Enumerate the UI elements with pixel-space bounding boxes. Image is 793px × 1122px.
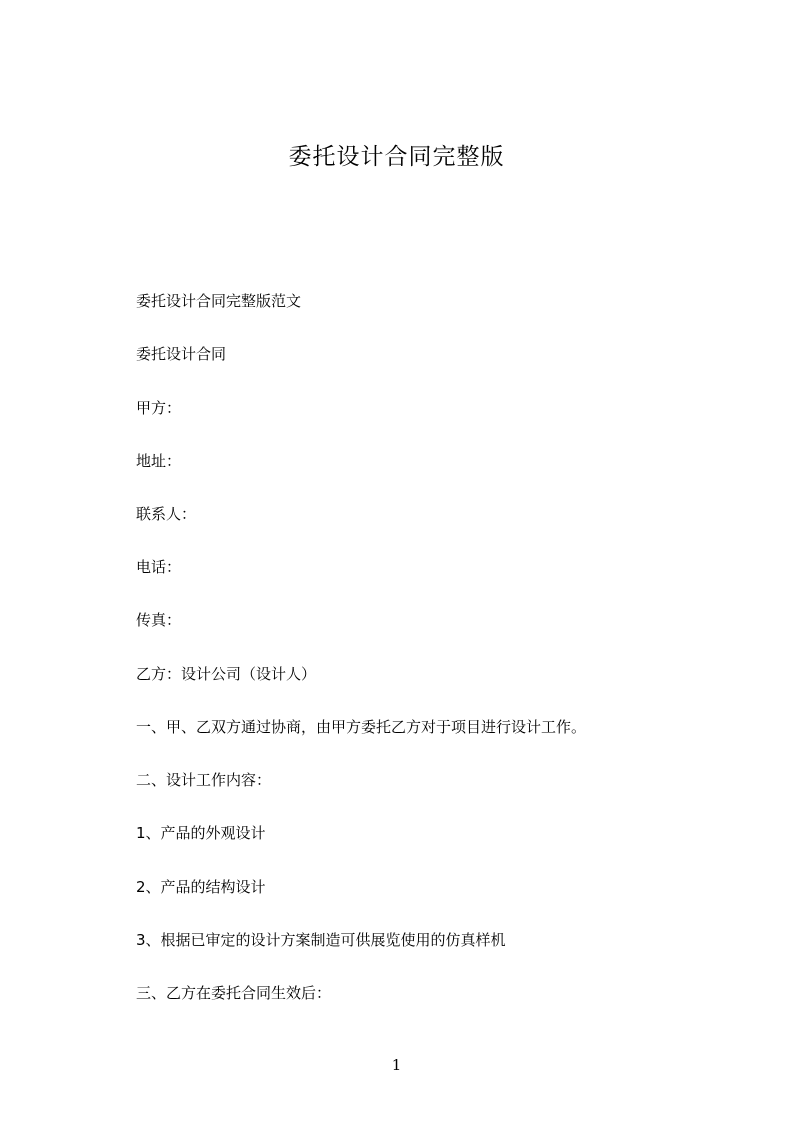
paragraph-section-2: 二、设计工作内容： [136,771,272,789]
document-title: 委托设计合同完整版 [288,144,505,170]
paragraph-item-3: 3、根据已审定的设计方案制造可供展览使用的仿真样机 [136,931,506,949]
paragraph-section-3: 三、乙方在委托合同生效后： [136,984,332,1002]
paragraph-item-2: 2、产品的结构设计 [136,878,266,896]
paragraph-item-1: 1、产品的外观设计 [136,824,266,842]
paragraph-phone: 电话： [136,558,182,576]
paragraph-contact-person: 联系人： [136,505,197,523]
page-number: 1 [391,1056,402,1074]
paragraph-template-heading: 委托设计合同完整版范文 [136,292,302,310]
paragraph-section-1: 一、甲、乙双方通过协商，由甲方委托乙方对于项目进行设计工作。 [136,718,587,736]
paragraph-contract-name: 委托设计合同 [136,345,227,363]
paragraph-party-a: 甲方： [136,399,182,417]
paragraph-party-b: 乙方：设计公司（设计人） [136,665,317,683]
paragraph-fax: 传真： [136,611,182,629]
paragraph-address: 地址： [136,452,182,470]
